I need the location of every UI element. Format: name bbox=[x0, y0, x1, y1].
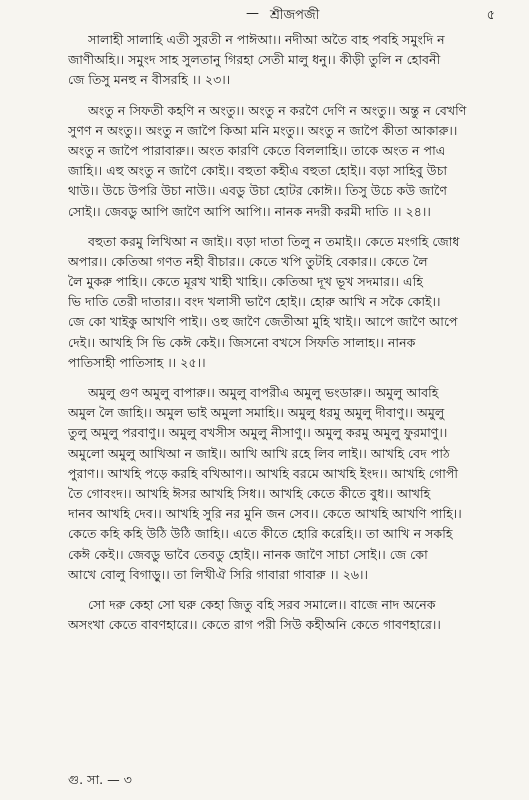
verse-line: অমুল লৈ জাহি।। অমুল ভাই অমুলা সমাহি।। অমুলু ধরমু অমুলু দীবাণু।। অমুলু bbox=[68, 405, 445, 421]
verse-line: অংতু ন সিফতী কহণি ন অংতু।। অংতু ন করণৈ দেণি ন অংতু।। অন্তু ন বেখণি bbox=[88, 102, 467, 118]
verse-line: আখে বোলু বিগাড়ু।। তা লিখীঐ সিরি গাবারা গাবারু ।। ২৬।। bbox=[68, 566, 369, 582]
verse-line: বহুতা করমু লিখিআ ন জাই।। বড়া দাতা তিলু ন তমাই।। কেতে মংগহি জোধ bbox=[88, 233, 460, 249]
verse-line: তুলু অমুলু পরবাণু।। অমুলু বখসীস অমুলু নীসাণু।। অমুলু করমু অমুলু ফুরমাণু।। bbox=[68, 425, 448, 441]
stanza bbox=[68, 30, 508, 91]
verse-line: অমুলু গুণ অমুলু বাপারু।। অমুলু বাপরীএ অমুলু ভংডারু।। অমুলু আবহি bbox=[88, 385, 439, 400]
verse-line: লৈ মুকরু পাহি।। কেতে মূরখ খাহী খাহি।। কেতিআ দূখ ভূখ সদমার।। এহি bbox=[68, 274, 423, 290]
verse-line: অমুলো অমুলু আখিআ ন জাই।। আখি আখি রহে লিব লাই।। আখহি বেদ পাঠ bbox=[68, 445, 450, 461]
verse-line: দেই।। আখহি সি ভি কেঈ কেই।। জিসনো বখসে সিফতি সালাহ।। নানক bbox=[68, 334, 416, 350]
verse-line: জাণীঅহি।। সমুংদ সাহ সুলতানু গিরহা সেতী মালু ধনু।। কীড়ী তুলি ন হোবনী bbox=[68, 52, 441, 68]
stanza bbox=[68, 383, 508, 585]
verse-line: সুণণ ন অংতু।। অংতু ন জাপৈ কিআ মনি মংতু।। অংতু ন জাপৈ কীতা আকারু।। bbox=[68, 122, 458, 138]
verse-line: অংতু ন জাপৈ পারাবারু।। অংত কারণি কেতে বিললাহি।। তাকে অংত ন পাএ bbox=[68, 142, 446, 158]
stanza bbox=[68, 232, 508, 373]
verse-line: জে কো খাইকু আখণি পাই।। ওহু জাণৈ জেতীআ মুহি খাই।। আপে জাণৈ আপে bbox=[68, 314, 458, 330]
verse-line: সালাহী সালাহি এতী সুরতী ন পাঈআ।। নদীআ অতৈ বাহ পবহি সমুংদি ন bbox=[88, 32, 445, 47]
verse-line: জে তিসু মনহু ন বীসরহি ।। ২৩।। bbox=[68, 72, 231, 88]
stanza bbox=[68, 595, 508, 635]
text-body bbox=[68, 30, 508, 645]
verse-line: অসংখা কেতে বাবণহারে।। কেতে রাগ পরী সিউ কহীঅনি কেতে গাবণহারে।। bbox=[68, 617, 441, 633]
verse-line: অপার।। কেতিআ গণত নহী বীচার।। কেতে খপি তুটহি বেকার।। কেতে লৈ bbox=[68, 253, 428, 269]
verse-line: ভি দাতি তেরী দাতার।। বংদ খলাসী ভাণৈ হোই।। হোরু আখি ন সকৈ কোই।। bbox=[68, 294, 441, 310]
verse-line: পুরাণ।। আখহি পড়ে করহি বখিআণ।। আখহি বরমে আখহি ইংদ।। আখহি গোপী bbox=[68, 465, 459, 481]
verse-line: দানব আখহি দেব।। আখহি সুরি নর মুনি জন সেব।। কেতে আখহি আখণি পাহি।। bbox=[68, 506, 462, 522]
verse-line: পাতিসাহী পাতিসাহ ।। ২৫।। bbox=[68, 354, 206, 370]
verse-line: কেতে কহি কহি উঠি উঠি জাহি।। এতে কীতে হোরি করেহি।। তা আখি ন সকহি bbox=[68, 526, 453, 542]
header-dash: — bbox=[246, 6, 259, 21]
page-header bbox=[40, 6, 495, 28]
page-number: ৫ bbox=[486, 8, 495, 23]
verse-line: সোই।। জেবডু আপি জাণৈ আপি আপি।। নানক নদরী করমী দাতি ।। ২৪।। bbox=[68, 203, 431, 219]
verse-line: সো দরু কেহা সো ঘরু কেহা জিতু বহি সরব সমালে।। বাজে নাদ অনেক bbox=[88, 596, 436, 612]
verse-line: জাহি।। এহু অংতু ন জাণৈ কোই।। বহুতা কহীএ বহুতা হোই।। বড়া সাহিবু উচা bbox=[68, 163, 448, 179]
signature-mark: গু. সা. — ৩ bbox=[68, 772, 132, 787]
running-title: শ্রীজপজী bbox=[270, 8, 320, 23]
verse-line: থাউ।। উচে উপরি উচা নাউ।। এবডু উচা হোটর কোঈ।। তিসু উচে কউ জাণৈ bbox=[68, 183, 448, 199]
verse-line: কেঈ কেই।। জেবডু ভাবৈ তেবডু হোই।। নানক জাণৈ সাচা সোই।। জে কো bbox=[68, 546, 428, 562]
verse-line: তৈ গোবংদ।। আখহি ঈসর আখহি সিধ।। আখহি কেতে কীতে বুধ।। আখহি bbox=[68, 485, 431, 501]
stanza bbox=[68, 101, 508, 222]
